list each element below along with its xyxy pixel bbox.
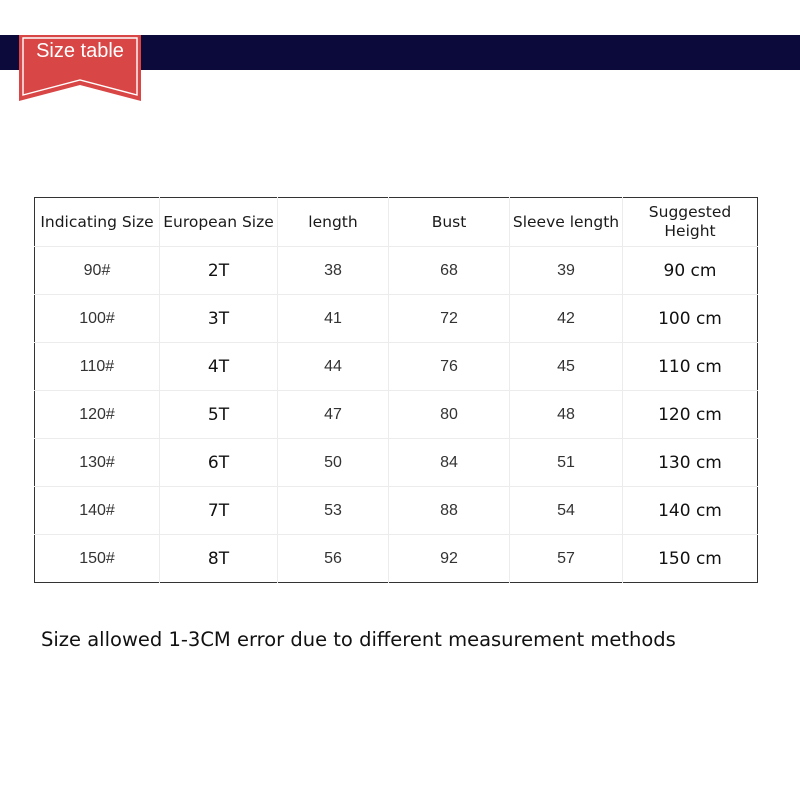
table-row <box>35 391 758 439</box>
suggested-height-cell: 100 cm <box>623 295 758 343</box>
suggested-height-cell: 130 cm <box>623 439 758 487</box>
sleeve-length-cell: 39 <box>510 247 623 295</box>
european-size-cell: 7T <box>160 487 278 535</box>
european-size-cell: 2T <box>160 247 278 295</box>
bust-cell: 76 <box>389 343 510 391</box>
bust-cell: 88 <box>389 487 510 535</box>
bust-cell: 80 <box>389 391 510 439</box>
header-european-size: European Size <box>160 198 278 247</box>
european-size-cell: 4T <box>160 343 278 391</box>
indicating-size-cell: 90# <box>35 247 160 295</box>
indicating-size-cell: 140# <box>35 487 160 535</box>
size-table <box>34 197 758 583</box>
sleeve-length-cell: 57 <box>510 535 623 583</box>
european-size-cell: 8T <box>160 535 278 583</box>
header-bust: Bust <box>389 198 510 247</box>
suggested-height-cell: 120 cm <box>623 391 758 439</box>
table-row <box>35 295 758 343</box>
sleeve-length-cell: 51 <box>510 439 623 487</box>
table-header-row <box>35 198 758 247</box>
sleeve-length-cell: 42 <box>510 295 623 343</box>
length-cell: 50 <box>278 439 389 487</box>
indicating-size-cell: 100# <box>35 295 160 343</box>
suggested-height-cell: 90 cm <box>623 247 758 295</box>
measurement-note: Size allowed 1-3CM error due to different measurement methods <box>41 628 676 651</box>
european-size-cell: 5T <box>160 391 278 439</box>
header-sleeve-length: Sleeve length <box>510 198 623 247</box>
bust-cell: 72 <box>389 295 510 343</box>
indicating-size-cell: 150# <box>35 535 160 583</box>
indicating-size-cell: 120# <box>35 391 160 439</box>
ribbon-label: Size table <box>36 40 124 62</box>
header-length: length <box>278 198 389 247</box>
european-size-cell: 6T <box>160 439 278 487</box>
bust-cell: 92 <box>389 535 510 583</box>
indicating-size-cell: 130# <box>35 439 160 487</box>
table-row <box>35 535 758 583</box>
length-cell: 53 <box>278 487 389 535</box>
length-cell: 47 <box>278 391 389 439</box>
header-suggested-height: Suggested Height <box>623 198 758 247</box>
length-cell: 41 <box>278 295 389 343</box>
suggested-height-cell: 110 cm <box>623 343 758 391</box>
length-cell: 56 <box>278 535 389 583</box>
bust-cell: 68 <box>389 247 510 295</box>
size-table-ribbon <box>19 35 141 103</box>
table-row <box>35 343 758 391</box>
table-row <box>35 247 758 295</box>
length-cell: 38 <box>278 247 389 295</box>
suggested-height-cell: 150 cm <box>623 535 758 583</box>
sleeve-length-cell: 54 <box>510 487 623 535</box>
sleeve-length-cell: 45 <box>510 343 623 391</box>
length-cell: 44 <box>278 343 389 391</box>
suggested-height-cell: 140 cm <box>623 487 758 535</box>
header-indicating-size: Indicating Size <box>40 212 154 231</box>
table-row <box>35 487 758 535</box>
european-size-cell: 3T <box>160 295 278 343</box>
table-row <box>35 439 758 487</box>
indicating-size-cell: 110# <box>35 343 160 391</box>
bust-cell: 84 <box>389 439 510 487</box>
sleeve-length-cell: 48 <box>510 391 623 439</box>
